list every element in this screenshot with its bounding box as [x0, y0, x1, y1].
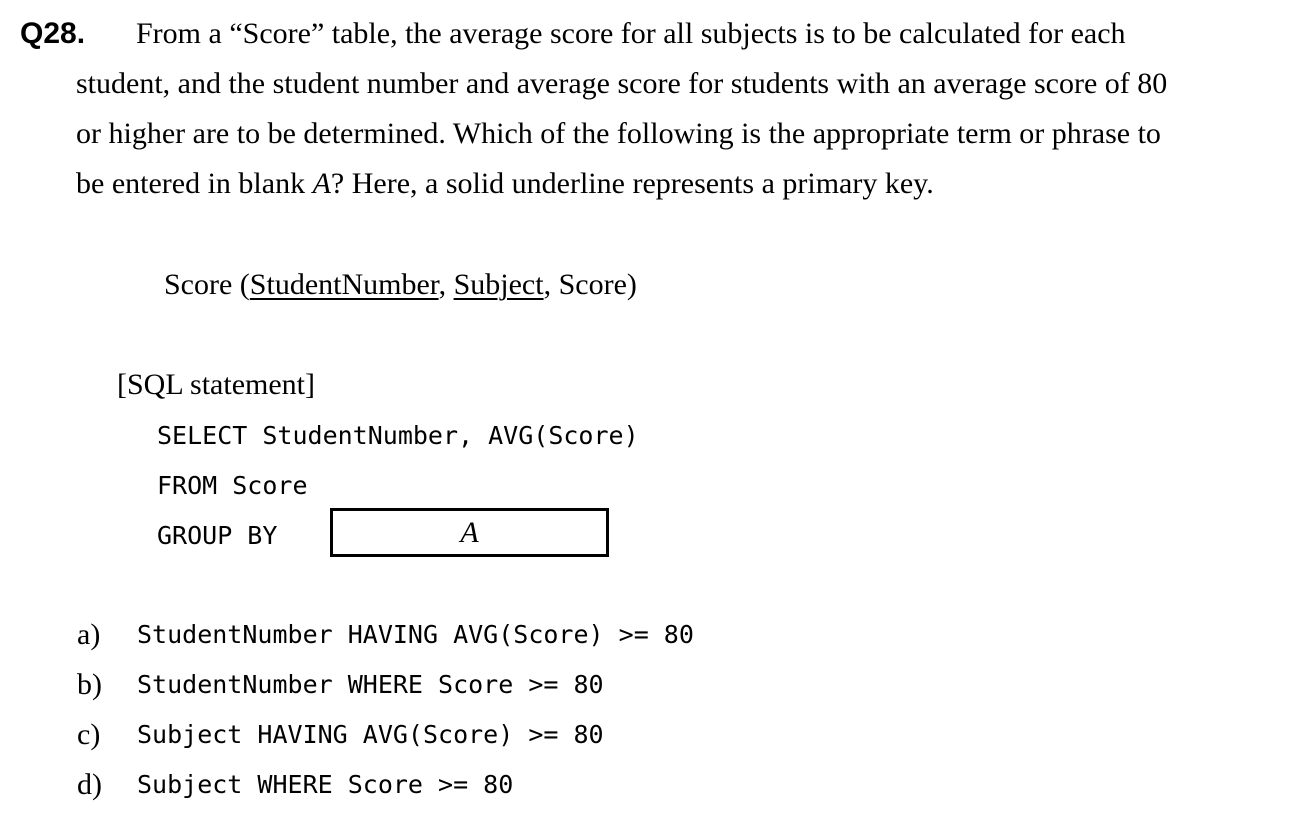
- question-text-line-1: From a “Score” table, the average score for all subjects is to be calculated for each: [136, 17, 1126, 50]
- primary-key-student-number: StudentNumber: [249, 268, 439, 301]
- option-c-text: Subject HAVING AVG(Score) >= 80: [137, 720, 604, 749]
- table-schema: [164, 265, 637, 305]
- question-text-line-4-end: ? Here, a solid underline represents a primary key.: [330, 167, 934, 200]
- schema-table-name: Score (: [164, 268, 250, 301]
- schema-rest: , Score): [543, 268, 637, 301]
- option-a-text: StudentNumber HAVING AVG(Score) >= 80: [137, 620, 694, 649]
- question-text-line-4-start: be entered in blank: [76, 167, 313, 200]
- option-a-letter: a): [77, 618, 101, 651]
- primary-key-subject: Subject: [453, 268, 544, 301]
- schema-separator: ,: [438, 268, 454, 301]
- question-text-line-3: or higher are to be determined. Which of the following is the appropriate term or phrase to: [76, 117, 1161, 150]
- question-number: Q28.: [20, 17, 86, 50]
- option-d-text: Subject WHERE Score >= 80: [137, 770, 514, 799]
- sql-line-select: SELECT StudentNumber, AVG(Score): [157, 421, 639, 450]
- sql-line-group-by: GROUP BY: [157, 521, 278, 550]
- blank-a-box: A: [330, 508, 609, 557]
- option-c-letter: c): [77, 718, 101, 751]
- blank-reference: A: [312, 167, 331, 200]
- option-d-letter: d): [77, 768, 102, 801]
- sql-line-from: FROM Score: [157, 471, 308, 500]
- sql-statement-label: [SQL statement]: [117, 368, 316, 401]
- option-b-letter: b): [77, 668, 102, 701]
- question-text-line-2: student, and the student number and average score for students with an average score of 80: [76, 67, 1168, 100]
- question-text-line-4: [76, 164, 934, 204]
- option-b-text: StudentNumber WHERE Score >= 80: [137, 670, 604, 699]
